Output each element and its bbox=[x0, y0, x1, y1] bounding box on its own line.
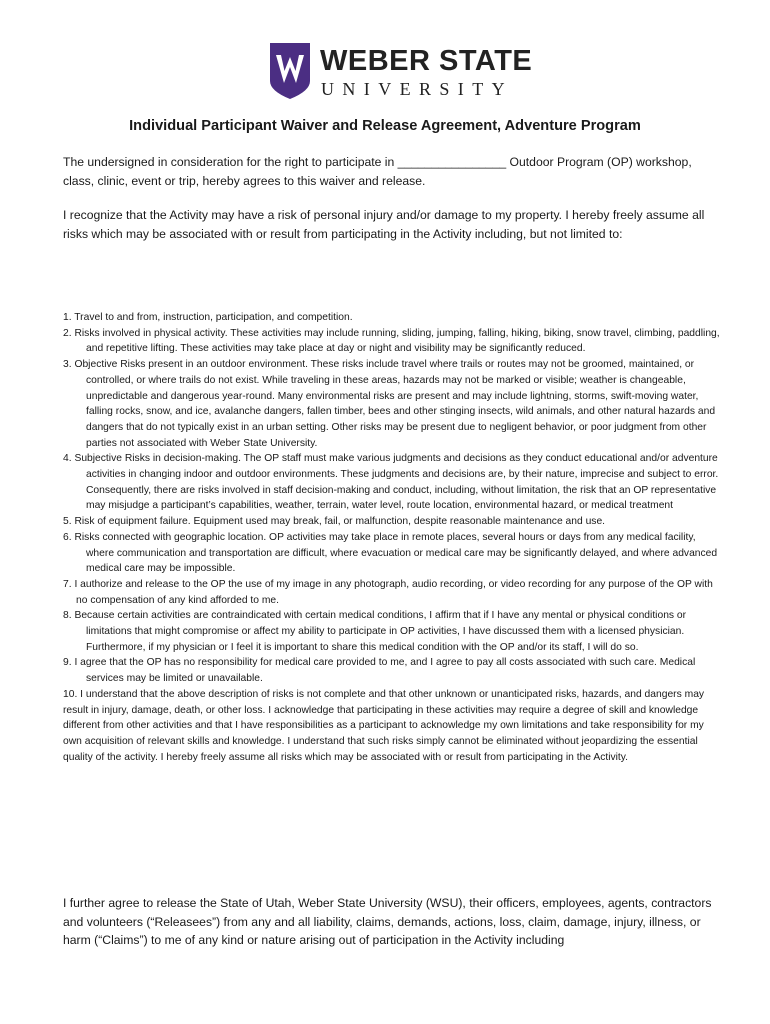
page-title: Individual Participant Waiver and Release Agreement, Adventure Program bbox=[129, 118, 641, 134]
risk-item: 5. Risk of equipment failure. Equipment used may break, fail, or malfunction, despite reasonable maintenance and use. bbox=[63, 516, 606, 528]
risk-item: 4. Subjective Risks in decision-making. The OP staff must make various judgments and decisions as they conduct educational and/or adventure activities in changing indoor and outdoor environments. These judgments and decisions are, by their nature, imprecise and subject to error. Consequently, there are risks involved in staff decision-making and conduct, including, without limitation, the risk that an OP representative may misjudge a participant’s capabilities, weather, terrain, water level, route location, environmental hazard, or medical treatment bbox=[63, 453, 719, 512]
wsu-logo bbox=[270, 43, 533, 101]
logo-wordmark-weber-state: WEBER STATE bbox=[320, 45, 533, 77]
shield-w-icon bbox=[270, 43, 310, 99]
logo-wordmark-university: UNIVERSITY bbox=[321, 79, 513, 99]
risk-item: 7. I authorize and release to the OP the use of my image in any photograph, audio recording, or video recording for any purpose of the OP with no compensation of any kind afforded to me. bbox=[63, 578, 713, 606]
risk-item: 6. Risks connected with geographic location. OP activities may take place in remote places, several hours or days from any medical facility, where communication and transportation are difficult, where evacuation or medical care may be significantly delayed, and where advanced medical care may be impossible. bbox=[63, 531, 718, 575]
risk-item: 9. I agree that the OP has no responsibility for medical care provided to me, and I agree to pay all costs associated with such care. Medical services may be limited or unavailable. bbox=[63, 657, 696, 685]
risk-list bbox=[63, 310, 723, 765]
risk-item: 1. Travel to and from, instruction, participation, and competition. bbox=[63, 312, 353, 323]
risk-statement-paragraph: I recognize that the Activity may have a risk of personal injury and/or damage to my property. I hereby freely assume all risks which may be associated with or result from participating in the Activity including, but not limited to: bbox=[63, 208, 705, 241]
intro-paragraph: The undersigned in consideration for the right to participate in ________________ Outdoor Program (OP) workshop, class, clinic, event or trip, hereby agrees to this waiver and release. bbox=[63, 155, 692, 188]
risk-item: 10. I understand that the above description of risks is not complete and that other unknown or unanticipated risks, hazards, and dangers may result in injury, damage, death, or other loss. I acknowledge that participating in these activities may require a degree of skill and knowledge different from other activities and that I have responsibilities as a participant to acknowledge my own limitations and take responsibility for my own acquisition of relevant skills and knowledge. I understand that such risks simply cannot be eliminated without jeopardizing the essential quality of the activity. I hereby freely assume all risks which may be associated with or result from participating in the Activity. bbox=[63, 688, 705, 763]
risk-item: 3. Objective Risks present in an outdoor environment. These risks include travel where trails or routes may not be groomed, maintained, or controlled, or where trails do not exist. While traveling in these areas, hazards may not be marked or visible; weather is changeable, unpredictable and dangerous year-round. Many environmental risks are present and may include lightning, storms, swift-moving water, falling rocks, snow, and ice, avalanche dangers, fallen timber, bees and other stinging insects, wild animals, and other natural hazards and dangers that do not typically exist in an urban setting. Other risks may be present due to negligent behavior, or poor judgment from other parties not associated with Weber State University. bbox=[63, 359, 716, 449]
risk-item: 2. Risks involved in physical activity. These activities may include running, sliding, jumping, falling, hiking, biking, snow travel, climbing, paddling, and repetitive lifting. These activities may take place at day or night and visibility may be significantly reduced. bbox=[63, 327, 720, 355]
risk-item: 8. Because certain activities are contraindicated with certain medical conditions, I affirm that if I have any mental or physical conditions or limitations that might compromise or affect my ability to participate in OP activities, I have discussed them with a licensed physician. Furthermore, if my physician or I feel it is important to share this medical condition with the OP and/or its staff, I will do so. bbox=[63, 610, 687, 653]
release-paragraph: I further agree to release the State of Utah, Weber State University (WSU), their officers, employees, agents, contractors and volunteers (“Releasees”) from any and all liability, claims, demands, actions, loss, claim, damage, injury, illness, or harm (“Claims”) to me of any kind or nature arising out of participation in the Activity including bbox=[63, 896, 712, 947]
